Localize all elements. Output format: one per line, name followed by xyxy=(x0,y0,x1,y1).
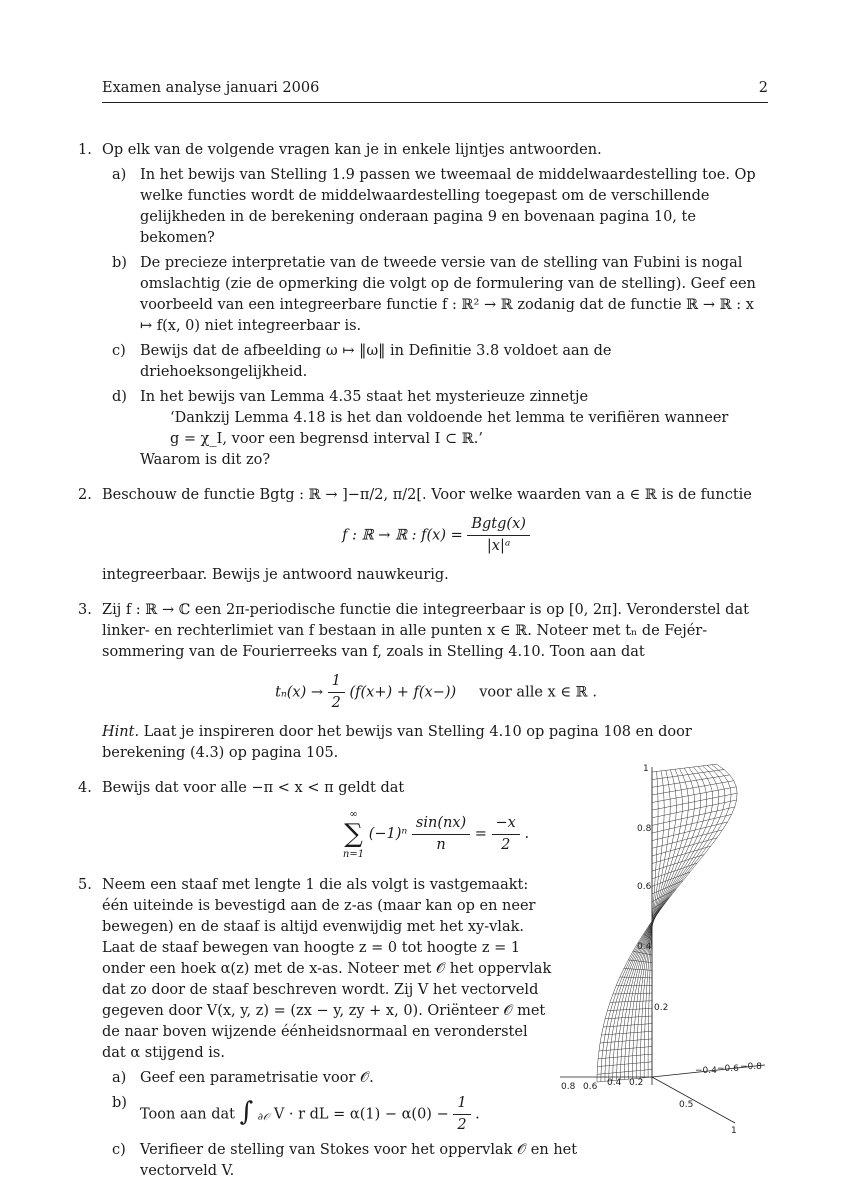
integral-domain: ∂𝒪 xyxy=(257,1111,270,1123)
sum-symbol xyxy=(343,807,364,861)
z-tick-label: 0.2 xyxy=(654,1003,669,1013)
sum-lower: n=1 xyxy=(342,849,365,860)
front-tick-label: 1 xyxy=(731,1126,737,1135)
surface-plot xyxy=(555,755,775,1135)
mesh-line xyxy=(621,768,701,1080)
subquestion-pre: Toon aan dat xyxy=(140,1106,235,1123)
subquestion-1b xyxy=(102,253,770,337)
question-number: 2. xyxy=(78,487,92,503)
front-tick-label: 0.5 xyxy=(679,1100,694,1110)
z-tick-label: 0.8 xyxy=(637,824,652,834)
mesh-rod xyxy=(652,764,717,772)
numerator: −x xyxy=(492,813,520,835)
fraction-rhs xyxy=(492,813,520,856)
subquestion-text: De precieze interpretatie van de tweede versie van de stelling van Fubini is nogal omslachtig (zie de opmerking die volgt op de formulering van de stelling). Geef een voorbeeld van een integreerbare functie f : ℝ² → ℝ zodanig dat de functie ℝ → ℝ : x ↦ f(x, 0) niet integreerbaar is. xyxy=(140,255,756,334)
x-tick-label: 0.6 xyxy=(583,1082,598,1092)
fraction xyxy=(467,514,530,557)
question-after: integreerbaar. Bewijs je antwoord nauwkeurig. xyxy=(102,567,449,583)
mesh-rod xyxy=(652,781,734,795)
question-1 xyxy=(70,140,770,471)
equation-fejer xyxy=(102,671,770,714)
equation-condition: voor alle x ∈ ℝ . xyxy=(479,684,597,701)
subquestion-label: d) xyxy=(112,389,127,405)
question-text: Beschouw de functie Bgtg : ℝ → ]−π/2, π/2[. Voor welke waarden van a ∈ ℝ is de functie xyxy=(102,487,752,503)
fraction xyxy=(412,813,470,856)
quote-line-2: g = χ_I, voor een begrensd interval I ⊂ ℝ.’ xyxy=(170,431,484,447)
equation-left: tₙ(x) → xyxy=(275,684,324,701)
numerator: 1 xyxy=(453,1093,470,1115)
subquestion-text: In het bewijs van Stelling 1.9 passen we tweemaal de middelwaardestelling toe. Op welke functies wordt de middelwaardestelling toegepast om de verschillende gelijkheden in de berekening onderaan pagina 9 en bovenaan pagina 10, te bekomen? xyxy=(140,167,756,246)
x-tick-label: 0.4 xyxy=(607,1078,622,1088)
question-3 xyxy=(70,600,770,764)
subquestion-1d xyxy=(102,387,770,471)
page-number: 2 xyxy=(758,80,768,96)
subquestion-text: Bewijs dat de afbeelding ω ↦ ‖ω‖ in Definitie 3.8 voldoet aan de driehoeksongelijkheid. xyxy=(140,343,612,380)
mesh-line xyxy=(609,766,719,1081)
question-number: 3. xyxy=(78,602,92,618)
mesh-rod xyxy=(652,855,704,872)
subquestion-5a xyxy=(102,1068,592,1089)
denominator: 2 xyxy=(457,1117,467,1133)
fraction xyxy=(453,1093,470,1136)
mesh-rod xyxy=(652,775,730,787)
integral-sign: ∫ xyxy=(239,1096,254,1127)
z-tick-label: 0.4 xyxy=(637,942,652,952)
sum-upper: ∞ xyxy=(349,809,358,820)
denominator: 2 xyxy=(331,695,341,711)
header-title: Examen analyse januari 2006 xyxy=(102,80,320,96)
subquestion-1c xyxy=(102,341,770,383)
hint-label: Hint. xyxy=(102,724,140,740)
denominator: n xyxy=(436,836,446,853)
question-number: 1. xyxy=(78,142,92,158)
subquestion-1a xyxy=(102,165,770,249)
fraction xyxy=(328,671,345,714)
equation-right: (f(x+) + f(x−)) xyxy=(349,684,457,701)
x-tick-label: 0.2 xyxy=(629,1078,644,1088)
question-number: 5. xyxy=(78,877,92,893)
question-2 xyxy=(70,485,770,586)
subquestion-label: c) xyxy=(112,343,126,359)
mesh-line xyxy=(617,767,707,1080)
question-number: 4. xyxy=(78,780,92,796)
subquestion-question: Waarom is dit zo? xyxy=(140,452,271,468)
mesh-line xyxy=(597,764,737,1082)
subquestion-label: a) xyxy=(112,167,127,183)
question-text: Bewijs dat voor alle −π < x < π geldt dat xyxy=(102,780,405,796)
page-header xyxy=(102,80,768,103)
series-factor: (−1)ⁿ xyxy=(368,826,408,842)
period: . xyxy=(475,1106,480,1123)
equation-bgtg xyxy=(102,514,770,557)
subquestion-text: Verifieer de stelling van Stokes voor het oppervlak 𝒪 en het vectorveld V. xyxy=(140,1142,578,1179)
numerator: Bgtg(x) xyxy=(467,514,530,536)
z-tick-label: 0.6 xyxy=(637,882,652,892)
hint-text: Laat je inspireren door het bewijs van Stelling 4.10 op pagina 108 en door berekening (4.3) op pagina 105. xyxy=(102,724,692,761)
integral-expression: V · r dL = α(1) − α(0) − xyxy=(273,1106,449,1123)
question-intro: Op elk van de volgende vragen kan je in enkele lijntjes antwoorden. xyxy=(102,142,602,158)
y-tick-label: −0.6 xyxy=(717,1064,739,1074)
sigma: ∑ xyxy=(344,819,363,849)
subquestion-label: b) xyxy=(112,1095,127,1111)
question-text: Zij f : ℝ → ℂ een 2π-periodische functie die integreerbaar is op [0, 2π]. Veronderstel dat linker- en rechterlimiet van f bestaan in alle punten x ∈ ℝ. Noteer met tₙ de Fejér-sommering van de Fourierreeks van f, zoals in Stelling 4.10. Toon aan dat xyxy=(102,602,749,660)
question-text: Neem een staaf met lengte 1 die als volgt is vastgemaakt: één uiteinde is bevestigd aan de z-as (maar kan op en neer bewegen) en de staaf is altijd evenwijdig met het xy-vlak. Laat de staaf bewegen van hoogte z = 0 tot hoogte z = 1 onder een hoek α(z) met de x-as. Noteer met 𝒪 het oppervlak dat zo door de staaf beschreven wordt. Zij V het vectorveld gegeven door V(x, y, z) = (zx − y, zy + x, 0). Oriënteer 𝒪 met de naar boven wijzende éénheidsnormaal en veronderstel dat α stijgend is. xyxy=(102,877,552,1061)
subquestion-text: Geef een parametrisatie voor 𝒪. xyxy=(140,1070,374,1086)
plot-mesh xyxy=(597,764,737,1082)
quote-line-1: ‘Dankzij Lemma 4.18 is het dan voldoende het lemma te verifiëren wanneer xyxy=(170,410,729,426)
mesh-rod xyxy=(652,846,711,863)
subquestion-text: In het bewijs van Lemma 4.35 staat het mysterieuze zinnetje xyxy=(140,389,589,405)
front-axis xyxy=(652,1077,735,1123)
integral-symbol xyxy=(239,1096,270,1128)
denominator: 2 xyxy=(501,836,511,853)
subquestion-label: a) xyxy=(112,1070,127,1086)
numerator: sin(nx) xyxy=(412,813,470,835)
numerator: 1 xyxy=(328,671,345,693)
y-tick-label: −0.4 xyxy=(695,1066,717,1076)
x-tick-label: 0.8 xyxy=(561,1082,576,1092)
z-tick-label: 1 xyxy=(643,764,649,774)
subquestion-label: b) xyxy=(112,255,127,271)
mesh-rod xyxy=(652,787,736,803)
equals: = xyxy=(474,826,487,842)
equation-left: f : ℝ → ℝ : f(x) = xyxy=(342,527,463,544)
mesh-rod xyxy=(652,800,737,818)
period: . xyxy=(524,826,530,842)
denominator: |x|ᵃ xyxy=(486,538,511,554)
subquestion-5b xyxy=(102,1093,592,1136)
y-tick-label: −0.8 xyxy=(740,1062,762,1072)
subquestion-5c xyxy=(102,1140,592,1182)
subquestion-label: c) xyxy=(112,1142,126,1158)
mesh-line xyxy=(613,767,713,1081)
